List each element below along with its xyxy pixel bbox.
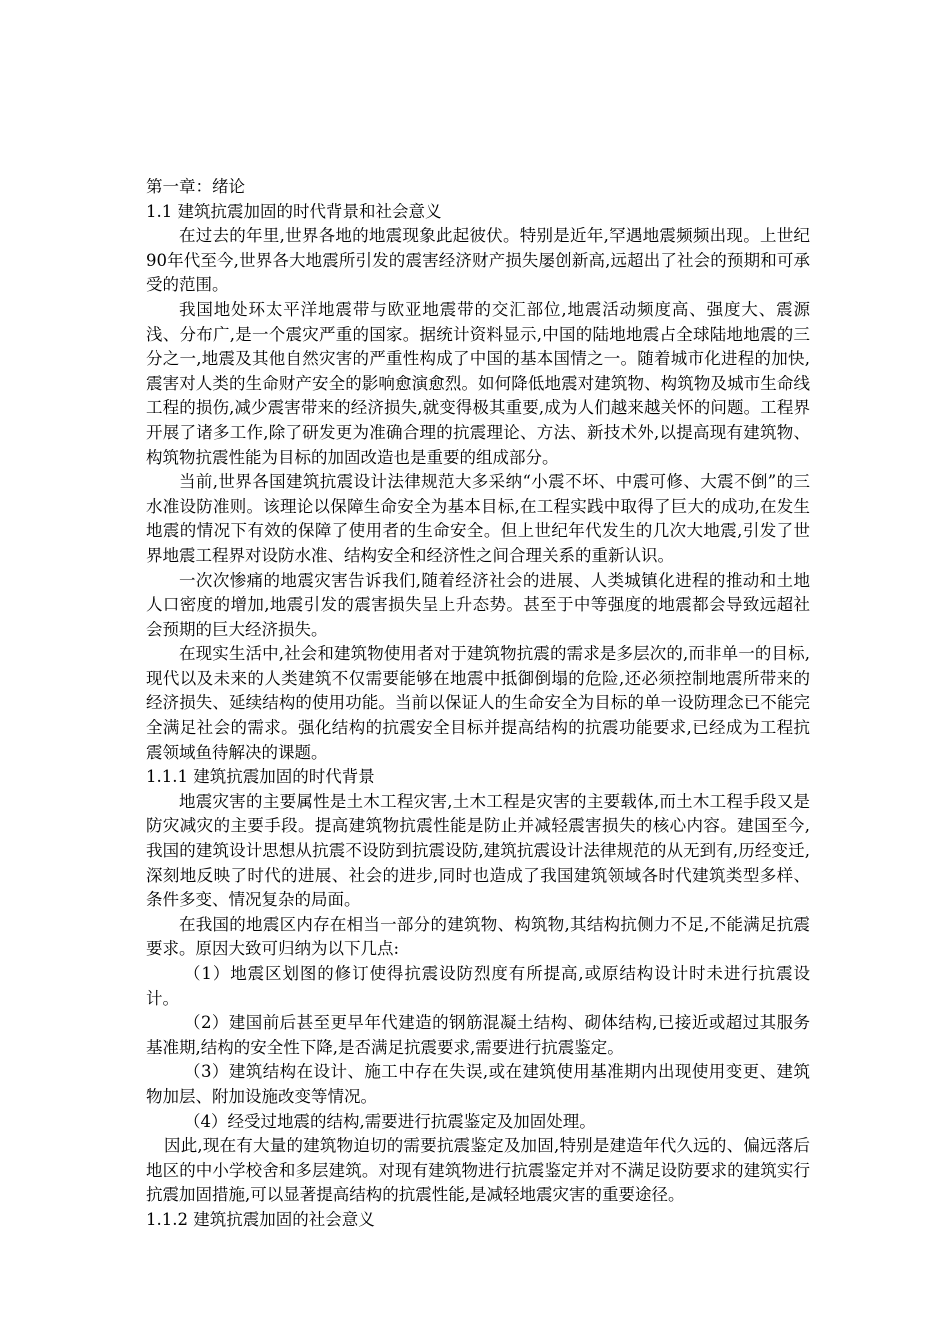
paragraph: 在现实生活中,社会和建筑物使用者对于建筑物抗震的需求是多层次的,而非单一的目标,现代以及未来的人类建筑不仅需要能够在地震中抵御倒塌的危险,还必须控制地震所带来的经济损失、延续结构的使用功能。当前以保证人的生命安全为目标的单一设防理念已不能完全满足社会的需求。强化结构的抗震安全目标并提高结构的抗震功能要求,已经成为工程抗震领域鱼待解决的课题。 [146,644,810,762]
paragraph: 在我国的地震区内存在相当一部分的建筑物、构筑物,其结构抗侧力不足,不能满足抗震要求。原因大致可归纳为以下几点: [146,914,810,959]
conclusion-paragraph: 因此,现在有大量的建筑物迫切的需要抗震鉴定及加固,特别是建造年代久远的、偏远落后地区的中小学校舍和多层建筑。对现有建筑物进行抗震鉴定并对不满足设防要求的建筑实行抗震加固措施,可以显著提高结构的抗震性能,是减轻地震灾害的重要途径。 [146,1136,810,1205]
list-item: （1）地震区划图的修订使得抗震设防烈度有所提高,或原结构设计时未进行抗震设计。 [146,964,810,1008]
list-item: （3）建筑结构在设计、施工中存在失误,或在建筑使用基准期内出现使用变更、建筑物加层、附加设施改变等情况。 [146,1062,810,1106]
paragraph: 我国地处环太平洋地震带与欧亚地震带的交汇部位,地震活动频度高、强度大、震源浅、分布广,是一个震灾严重的国家。据统计资料显示,中国的陆地地震占全球陆地地震的三分之一,地震及其他自然灾害的严重性构成了中国的基本国情之一。随着城市化进程的加快,震害对人类的生命财产安全的影响愈演愈烈。如何降低地震对建筑物、构筑物及城市生命线工程的损伤,减少震害带来的经济损失,就变得极其重要,成为人们越来越关怀的问题。工程界开展了诸多工作,除了研发更为准确合理的抗震理论、方法、新技术外,以提高现有建筑物、构筑物抗震性能为目标的加固改造也是重要的组成部分。 [146,299,810,467]
document-page [146,175,810,1233]
paragraph: 地震灾害的主要属性是土木工程灾害,土木工程是灾害的主要载体,而土木工程手段又是防灾减灾的主要手段。提高建筑物抗震性能是防止并减轻震害损失的核心内容。建国至今,我国的建筑设计思想从抗震不设防到抗震设防,建筑抗震设计法律规范的从无到有,历经变迁,深刻地反映了时代的进展、社会的进步,同时也造成了我国建筑领域各时代建筑类型多样、条件多变、情况复杂的局面。 [146,791,810,910]
paragraph: 一次次惨痛的地震灾害告诉我们,随着经济社会的进展、人类城镇化进程的推动和土地人口密度的增加,地震引发的震害损失呈上升态势。甚至于中等强度的地震都会导致远超社会预期的巨大经济损失。 [146,570,810,639]
paragraph: 当前,世界各国建筑抗震设计法律规范大多采纳“小震不坏、中震可修、大震不倒”的三水准设防准则。该理论以保障生命安全为基本目标,在工程实践中取得了巨大的成功,在发生地震的情况下有效的保障了使用者的生命安全。但上世纪年代发生的几次大地震,引发了世界地震工程界对设防水准、结构安全和经济性之间合理关系的重新认识。 [146,472,810,565]
section-title-1-1-2: 1.1.2 建筑抗震加固的社会意义 [146,1209,375,1229]
list-item: （2）建国前后甚至更早年代建造的钢筋混凝土结构、砌体结构,已接近或超过其服务基准期,结构的安全性下降,是否满足抗震要求,需要进行抗震鉴定。 [146,1013,810,1057]
section-title-1-1-1: 1.1.1 建筑抗震加固的时代背景 [146,767,375,787]
chapter-title: 第一章：绪论 [146,177,245,196]
list-item: （4）经受过地震的结构,需要进行抗震鉴定及加固处理。 [184,1111,596,1131]
paragraph: 在过去的年里,世界各地的地震现象此起彼伏。特别是近年,罕遇地震频频出现。上世纪90年代至今,世界各大地震所引发的震害经济财产损失屡创新高,远超出了社会的预期和可承受的范围。 [146,226,810,295]
section-title-1-1: 1.1 建筑抗震加固的时代背景和社会意义 [146,201,442,221]
